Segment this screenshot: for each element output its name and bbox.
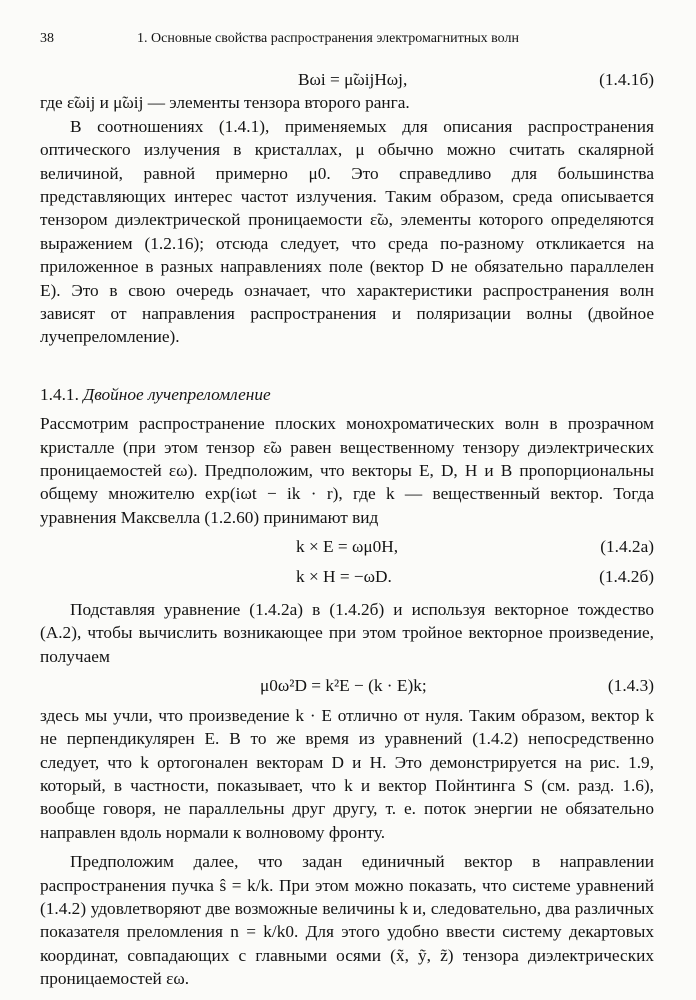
equation-1-4-1b xyxy=(40,68,654,91)
paragraph-1: В соотношениях (1.4.1), применяемых для описания распространения оптического излучения в кристаллах, μ обычно можно считать скалярной величиной, равной примерно μ0. Это справедливо для большинства представляющих интерес частот излучения. Таким образом, среда описывается тензором диэлектрической проницаемости ε̃ω, элементы которого определяются выражением (1.2.16); отсюда следует, что среда по-разному откликается на приложенное в разных направлениях поле (вектор D не обязательно параллелен E). Это в свою очередь означает, что характеристики распространения волн зависят от направления распространения и поляризации волны (двойное лучепреломление). xyxy=(40,116,654,347)
equation-number: (1.4.2б) xyxy=(599,566,654,586)
equation-formula: μ0ω²D = k²E − (k · E)k; xyxy=(260,676,427,696)
equation-1-4-2a xyxy=(40,535,654,558)
running-head: 1. Основные свойства распространения электромагнитных волн xyxy=(137,31,519,46)
equation-formula: k × E = ωμ0H, xyxy=(296,537,399,557)
equation-1-4-2b xyxy=(40,565,654,588)
section-title: Двойное лучепреломление xyxy=(83,384,271,404)
equation-formula: Bωi = μ̃ωijHωj, xyxy=(298,70,408,89)
section-heading xyxy=(40,383,654,406)
tensor-elements-line: где ε̃ωij и μ̃ωij — элементы тензора второго ранга. xyxy=(40,93,410,113)
section-number: 1.4.1. xyxy=(40,384,79,404)
equation-number: (1.4.3) xyxy=(607,676,654,696)
equation-number: (1.4.2a) xyxy=(600,537,654,557)
page-body xyxy=(40,68,654,991)
equation-formula: k × H = −ωD. xyxy=(296,566,392,586)
paragraph-2: Рассмотрим распространение плоских монохроматических волн в прозрачном кристалле (при этом тензор ε̃ω равен вещественному тензору диэлектрических проницаемостей εω). Предположим, что векторы E, D, H и B пропорциональны общему множителю exp(iωt − ik · r), где k — вещественный вектор. Тогда уравнения Максвелла (1.2.60) принимают вид xyxy=(40,414,654,527)
equation-1-4-3 xyxy=(40,674,654,697)
paragraph-3: Подставляя уравнение (1.4.2a) в (1.4.2б) и используя векторное тождество (A.2), чтобы вычислить возникающее при этом тройное векторное произведение, получаем xyxy=(40,600,654,666)
paragraph-5: Предположим далее, что задан единичный вектор в направлении распространения пучка ŝ = k/k. При этом можно показать, что системе уравнений (1.4.2) удовлетворяют две возможные величины k и, следовательно, два различных показателя преломления n = k/k0. Для этого удобно ввести систему декартовых координат, совпадающих с главными осями (x̃, ỹ, z̃) тензора диэлектрических проницаемостей εω. xyxy=(40,852,654,989)
equation-number: (1.4.1б) xyxy=(599,70,654,89)
page-number: 38 xyxy=(40,31,54,46)
paragraph-4: здесь мы учли, что произведение k · E отлично от нуля. Таким образом, вектор k не перпендикулярен E. В то же время из уравнений (1.4.2) непосредственно следует, что k ортогонален векторам D и H. Это демонстрируется на рис. 1.9, который, в частности, показывает, что k и вектор Пойнтинга S (см. разд. 1.6), вообще говоря, не параллельны друг другу, т. е. поток энергии не обязательно направлен вдоль нормали к волновому фронту. xyxy=(40,705,654,842)
